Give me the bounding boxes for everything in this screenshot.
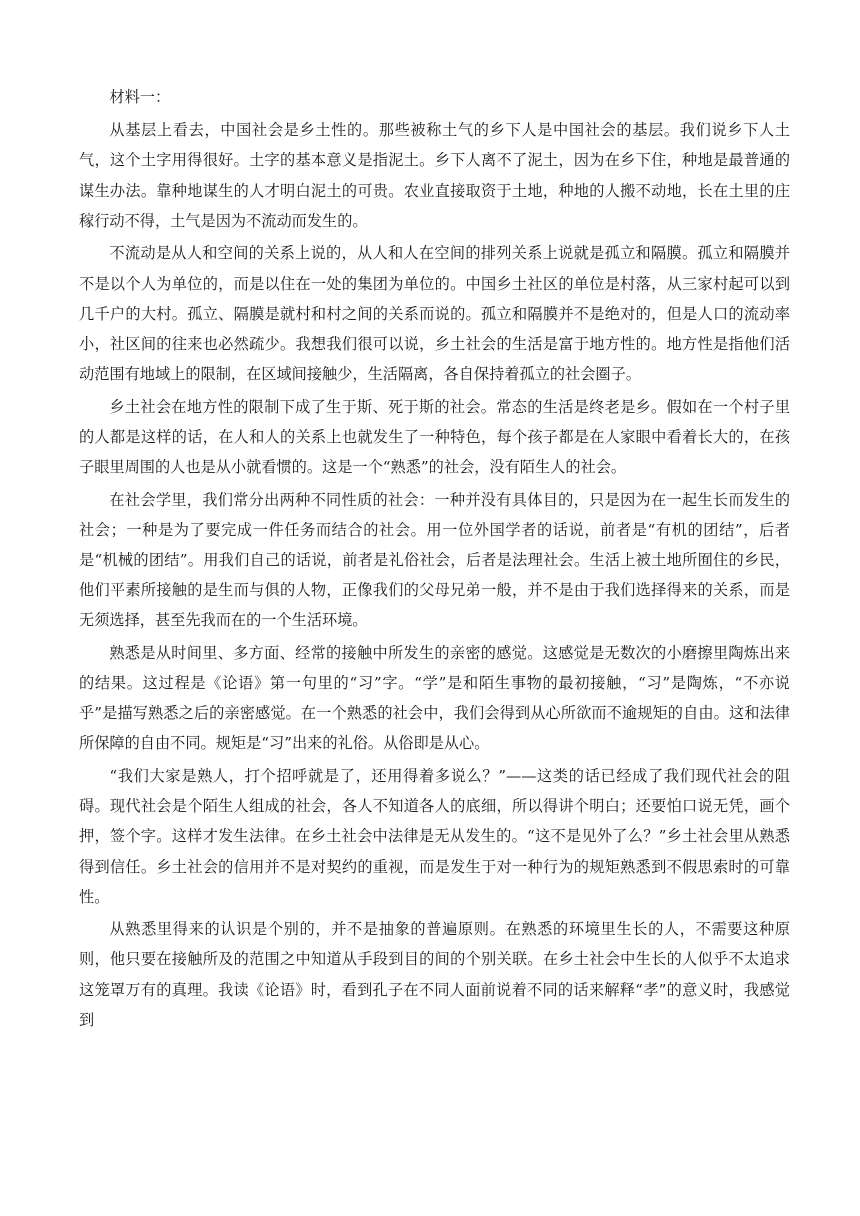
paragraph-5: 熟悉是从时间里、多方面、经常的接触中所发生的亲密的感觉。这感觉是无数次的小磨擦里陶炼出来的结果。这过程是《论语》第一句里的“习”字。“学”是和陌生事物的最初接触，“习”是陶炼，“不亦说乎”是描写熟悉之后的亲密感觉。在一个熟悉的社会中，我们会得到从心所欲而不逾规矩的自由。这和法律所保障的自由不同。规矩是“习”出来的礼俗。从俗即是从心。 xyxy=(79,643,790,753)
paragraph-4: 在社会学里，我们常分出两种不同性质的社会：一种并没有具体目的，只是因为在一起生长而发生的社会；一种是为了要完成一件任务而结合的社会。用一位外国学者的话说，前者是“有机的团结”，后者是“机械的团结”。用我们自己的话说，前者是礼俗社会，后者是法理社会。生活上被土地所囿住的乡民，他们平素所接触的是生而与俱的人物，正像我们的父母兄弟一般，并不是由于我们选择得来的关系，而是无须选择，甚至先我而在的一个生活环境。 xyxy=(79,490,790,630)
paragraph-3: 乡土社会在地方性的限制下成了生于斯、死于斯的社会。常态的生活是终老是乡。假如在一个村子里的人都是这样的话，在人和人的关系上也就发生了一种特色，每个孩子都是在人家眼中看着长大的，在孩子眼里周围的人也是从小就看惯的。这是一个“熟悉”的社会，没有陌生人的社会。 xyxy=(79,397,790,477)
paragraph-2: 不流动是从人和空间的关系上说的，从人和人在空间的排列关系上说就是孤立和隔膜。孤立和隔膜并不是以个人为单位的，而是以住在一处的集团为单位的。中国乡土社区的单位是村落，从三家村起可以到几千户的大村。孤立、隔膜是就村和村之间的关系而说的。孤立和隔膜并不是绝对的，但是人口的流动率小，社区间的往来也必然疏少。我想我们很可以说，乡土社会的生活是富于地方性的。地方性是指他们活动范围有地域上的限制，在区域间接触少，生活隔离，各自保持着孤立的社会圈子。 xyxy=(79,244,790,384)
paragraph-7: 从熟悉里得来的认识是个别的，并不是抽象的普遍原则。在熟悉的环境里生长的人，不需要这种原则，他只要在接触所及的范围之中知道从手段到目的间的个别关联。在乡土社会中生长的人似乎不太追求这笼罩万有的真理。我读《论语》时，看到孔子在不同人面前说着不同的话来解释“孝”的意义时，我感觉到 xyxy=(79,920,790,1029)
paragraph-6: “我们大家是熟人，打个招呼就是了，还用得着多说么？”——这类的话已经成了我们现代社会的阻碍。现代社会是个陌生人组成的社会，各人不知道各人的底细，所以得讲个明白；还要怕口说无凭，画个押，签个字。这样才发生法律。在乡土社会中法律是无从发生的。“这不是见外了么？”乡土社会里从熟悉得到信任。乡土社会的信用并不是对契约的重视，而是发生于对一种行为的规矩熟悉到不假思索时的可靠性。 xyxy=(79,766,790,906)
material-heading: 材料一： xyxy=(109,88,171,106)
paragraph-1: 从基层上看去，中国社会是乡土性的。那些被称土气的乡下人是中国社会的基层。我们说乡下人土气，这个土字用得很好。土字的基本意义是指泥土。乡下人离不了泥土，因为在乡下住，种地是最普通的谋生办法。靠种地谋生的人才明白泥土的可贵。农业直接取资于土地，种地的人搬不动地，长在土里的庄稼行动不得，土气是因为不流动而发生的。 xyxy=(79,121,790,230)
document-body xyxy=(79,82,790,1037)
